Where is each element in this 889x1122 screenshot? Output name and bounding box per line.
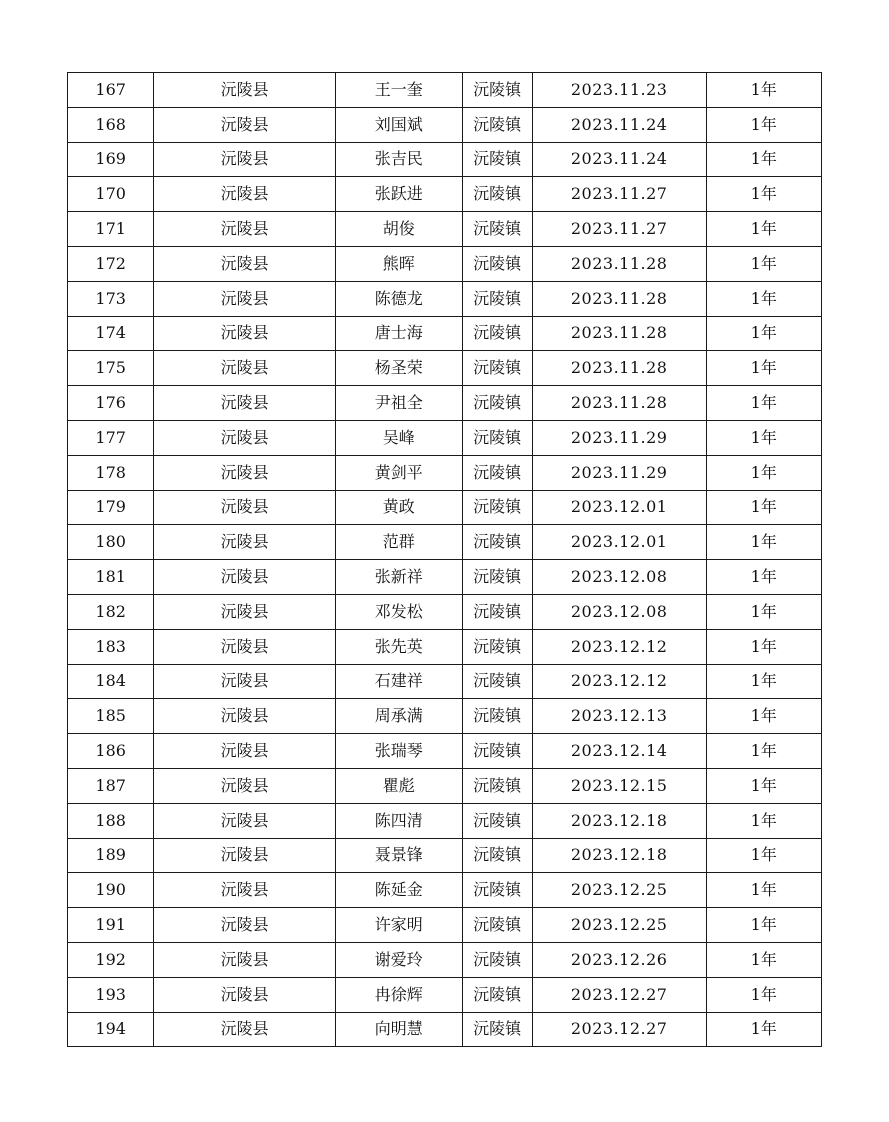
- term-cell: 1年: [706, 942, 822, 977]
- town-cell: 沅陵镇: [462, 177, 532, 212]
- person-name-cell: 张先英: [336, 629, 463, 664]
- date-cell: 2023.11.28: [532, 281, 706, 316]
- town-cell: 沅陵镇: [462, 594, 532, 629]
- row-number-cell: 172: [68, 246, 154, 281]
- table-row: [68, 316, 822, 351]
- county-cell: 沅陵县: [154, 942, 336, 977]
- date-cell: 2023.12.18: [532, 803, 706, 838]
- row-number-cell: 173: [68, 281, 154, 316]
- row-number-cell: 191: [68, 908, 154, 943]
- term-cell: 1年: [706, 281, 822, 316]
- date-cell: 2023.12.26: [532, 942, 706, 977]
- person-name-cell: 聂景锋: [336, 838, 463, 873]
- date-cell: 2023.11.28: [532, 246, 706, 281]
- person-name-cell: 陈四清: [336, 803, 463, 838]
- table-row: [68, 351, 822, 386]
- term-cell: 1年: [706, 873, 822, 908]
- row-number-cell: 174: [68, 316, 154, 351]
- county-cell: 沅陵县: [154, 386, 336, 421]
- row-number-cell: 194: [68, 1012, 154, 1047]
- town-cell: 沅陵镇: [462, 768, 532, 803]
- term-cell: 1年: [706, 420, 822, 455]
- row-number-cell: 179: [68, 490, 154, 525]
- table-row: [68, 803, 822, 838]
- town-cell: 沅陵镇: [462, 281, 532, 316]
- county-cell: 沅陵县: [154, 1012, 336, 1047]
- county-cell: 沅陵县: [154, 594, 336, 629]
- person-name-cell: 范群: [336, 525, 463, 560]
- table-row: [68, 1012, 822, 1047]
- town-cell: 沅陵镇: [462, 525, 532, 560]
- town-cell: 沅陵镇: [462, 246, 532, 281]
- date-cell: 2023.11.29: [532, 455, 706, 490]
- date-cell: 2023.12.12: [532, 629, 706, 664]
- table-row: [68, 594, 822, 629]
- row-number-cell: 170: [68, 177, 154, 212]
- term-cell: 1年: [706, 977, 822, 1012]
- table-row: [68, 455, 822, 490]
- person-name-cell: 许家明: [336, 908, 463, 943]
- person-name-cell: 谢爱玲: [336, 942, 463, 977]
- county-cell: 沅陵县: [154, 142, 336, 177]
- term-cell: 1年: [706, 316, 822, 351]
- date-cell: 2023.12.27: [532, 1012, 706, 1047]
- date-cell: 2023.11.23: [532, 73, 706, 108]
- date-cell: 2023.12.13: [532, 699, 706, 734]
- table-row: [68, 177, 822, 212]
- person-name-cell: 邓发松: [336, 594, 463, 629]
- table-row: [68, 734, 822, 769]
- roster-table-body: [68, 73, 822, 1047]
- county-cell: 沅陵县: [154, 246, 336, 281]
- table-row: [68, 420, 822, 455]
- town-cell: 沅陵镇: [462, 73, 532, 108]
- term-cell: 1年: [706, 455, 822, 490]
- date-cell: 2023.11.27: [532, 212, 706, 247]
- town-cell: 沅陵镇: [462, 1012, 532, 1047]
- term-cell: 1年: [706, 525, 822, 560]
- row-number-cell: 187: [68, 768, 154, 803]
- row-number-cell: 180: [68, 525, 154, 560]
- table-row: [68, 699, 822, 734]
- town-cell: 沅陵镇: [462, 386, 532, 421]
- row-number-cell: 177: [68, 420, 154, 455]
- table-row: [68, 664, 822, 699]
- date-cell: 2023.11.24: [532, 142, 706, 177]
- table-row: [68, 525, 822, 560]
- county-cell: 沅陵县: [154, 525, 336, 560]
- county-cell: 沅陵县: [154, 838, 336, 873]
- term-cell: 1年: [706, 212, 822, 247]
- date-cell: 2023.11.29: [532, 420, 706, 455]
- town-cell: 沅陵镇: [462, 316, 532, 351]
- county-cell: 沅陵县: [154, 177, 336, 212]
- county-cell: 沅陵县: [154, 977, 336, 1012]
- row-number-cell: 185: [68, 699, 154, 734]
- term-cell: 1年: [706, 699, 822, 734]
- person-name-cell: 熊晖: [336, 246, 463, 281]
- table-row: [68, 977, 822, 1012]
- term-cell: 1年: [706, 594, 822, 629]
- county-cell: 沅陵县: [154, 420, 336, 455]
- term-cell: 1年: [706, 73, 822, 108]
- town-cell: 沅陵镇: [462, 699, 532, 734]
- county-cell: 沅陵县: [154, 873, 336, 908]
- term-cell: 1年: [706, 490, 822, 525]
- table-row: [68, 629, 822, 664]
- county-cell: 沅陵县: [154, 908, 336, 943]
- person-name-cell: 陈延金: [336, 873, 463, 908]
- term-cell: 1年: [706, 351, 822, 386]
- term-cell: 1年: [706, 386, 822, 421]
- county-cell: 沅陵县: [154, 455, 336, 490]
- table-row: [68, 490, 822, 525]
- person-name-cell: 尹祖全: [336, 386, 463, 421]
- row-number-cell: 183: [68, 629, 154, 664]
- date-cell: 2023.12.25: [532, 908, 706, 943]
- term-cell: 1年: [706, 803, 822, 838]
- town-cell: 沅陵镇: [462, 490, 532, 525]
- table-row: [68, 768, 822, 803]
- town-cell: 沅陵镇: [462, 142, 532, 177]
- table-row: [68, 560, 822, 595]
- date-cell: 2023.12.01: [532, 525, 706, 560]
- town-cell: 沅陵镇: [462, 420, 532, 455]
- person-name-cell: 石建祥: [336, 664, 463, 699]
- person-name-cell: 唐士海: [336, 316, 463, 351]
- person-name-cell: 冉徐辉: [336, 977, 463, 1012]
- person-name-cell: 黄政: [336, 490, 463, 525]
- county-cell: 沅陵县: [154, 560, 336, 595]
- table-row: [68, 838, 822, 873]
- row-number-cell: 167: [68, 73, 154, 108]
- county-cell: 沅陵县: [154, 490, 336, 525]
- town-cell: 沅陵镇: [462, 873, 532, 908]
- date-cell: 2023.12.27: [532, 977, 706, 1012]
- row-number-cell: 190: [68, 873, 154, 908]
- person-name-cell: 胡俊: [336, 212, 463, 247]
- date-cell: 2023.11.28: [532, 386, 706, 421]
- town-cell: 沅陵镇: [462, 212, 532, 247]
- term-cell: 1年: [706, 908, 822, 943]
- county-cell: 沅陵县: [154, 351, 336, 386]
- county-cell: 沅陵县: [154, 768, 336, 803]
- table-row: [68, 942, 822, 977]
- row-number-cell: 168: [68, 107, 154, 142]
- person-name-cell: 杨圣荣: [336, 351, 463, 386]
- row-number-cell: 192: [68, 942, 154, 977]
- table-row: [68, 73, 822, 108]
- table-row: [68, 386, 822, 421]
- date-cell: 2023.12.25: [532, 873, 706, 908]
- term-cell: 1年: [706, 177, 822, 212]
- county-cell: 沅陵县: [154, 73, 336, 108]
- person-name-cell: 王一奎: [336, 73, 463, 108]
- row-number-cell: 181: [68, 560, 154, 595]
- term-cell: 1年: [706, 107, 822, 142]
- row-number-cell: 175: [68, 351, 154, 386]
- term-cell: 1年: [706, 838, 822, 873]
- county-cell: 沅陵县: [154, 212, 336, 247]
- county-cell: 沅陵县: [154, 316, 336, 351]
- county-cell: 沅陵县: [154, 629, 336, 664]
- person-name-cell: 张新祥: [336, 560, 463, 595]
- person-name-cell: 张跃进: [336, 177, 463, 212]
- table-row: [68, 107, 822, 142]
- term-cell: 1年: [706, 142, 822, 177]
- county-cell: 沅陵县: [154, 664, 336, 699]
- town-cell: 沅陵镇: [462, 107, 532, 142]
- roster-table: [67, 72, 822, 1047]
- county-cell: 沅陵县: [154, 107, 336, 142]
- town-cell: 沅陵镇: [462, 560, 532, 595]
- row-number-cell: 171: [68, 212, 154, 247]
- row-number-cell: 186: [68, 734, 154, 769]
- row-number-cell: 189: [68, 838, 154, 873]
- county-cell: 沅陵县: [154, 734, 336, 769]
- date-cell: 2023.11.28: [532, 351, 706, 386]
- table-row: [68, 212, 822, 247]
- date-cell: 2023.12.01: [532, 490, 706, 525]
- date-cell: 2023.11.24: [532, 107, 706, 142]
- date-cell: 2023.12.18: [532, 838, 706, 873]
- term-cell: 1年: [706, 664, 822, 699]
- person-name-cell: 陈德龙: [336, 281, 463, 316]
- table-row: [68, 873, 822, 908]
- person-name-cell: 张吉民: [336, 142, 463, 177]
- date-cell: 2023.11.28: [532, 316, 706, 351]
- date-cell: 2023.11.27: [532, 177, 706, 212]
- term-cell: 1年: [706, 560, 822, 595]
- town-cell: 沅陵镇: [462, 455, 532, 490]
- person-name-cell: 瞿彪: [336, 768, 463, 803]
- date-cell: 2023.12.14: [532, 734, 706, 769]
- date-cell: 2023.12.15: [532, 768, 706, 803]
- town-cell: 沅陵镇: [462, 977, 532, 1012]
- row-number-cell: 188: [68, 803, 154, 838]
- term-cell: 1年: [706, 1012, 822, 1047]
- person-name-cell: 周承满: [336, 699, 463, 734]
- county-cell: 沅陵县: [154, 281, 336, 316]
- person-name-cell: 吴峰: [336, 420, 463, 455]
- date-cell: 2023.12.12: [532, 664, 706, 699]
- town-cell: 沅陵镇: [462, 734, 532, 769]
- town-cell: 沅陵镇: [462, 664, 532, 699]
- term-cell: 1年: [706, 768, 822, 803]
- county-cell: 沅陵县: [154, 699, 336, 734]
- town-cell: 沅陵镇: [462, 908, 532, 943]
- term-cell: 1年: [706, 734, 822, 769]
- row-number-cell: 182: [68, 594, 154, 629]
- date-cell: 2023.12.08: [532, 594, 706, 629]
- row-number-cell: 178: [68, 455, 154, 490]
- row-number-cell: 176: [68, 386, 154, 421]
- table-row: [68, 281, 822, 316]
- person-name-cell: 向明慧: [336, 1012, 463, 1047]
- county-cell: 沅陵县: [154, 803, 336, 838]
- date-cell: 2023.12.08: [532, 560, 706, 595]
- table-row: [68, 246, 822, 281]
- town-cell: 沅陵镇: [462, 351, 532, 386]
- term-cell: 1年: [706, 629, 822, 664]
- town-cell: 沅陵镇: [462, 629, 532, 664]
- town-cell: 沅陵镇: [462, 838, 532, 873]
- person-name-cell: 黄剑平: [336, 455, 463, 490]
- table-row: [68, 142, 822, 177]
- row-number-cell: 193: [68, 977, 154, 1012]
- row-number-cell: 169: [68, 142, 154, 177]
- person-name-cell: 张瑞琴: [336, 734, 463, 769]
- term-cell: 1年: [706, 246, 822, 281]
- table-row: [68, 908, 822, 943]
- person-name-cell: 刘国斌: [336, 107, 463, 142]
- town-cell: 沅陵镇: [462, 942, 532, 977]
- row-number-cell: 184: [68, 664, 154, 699]
- town-cell: 沅陵镇: [462, 803, 532, 838]
